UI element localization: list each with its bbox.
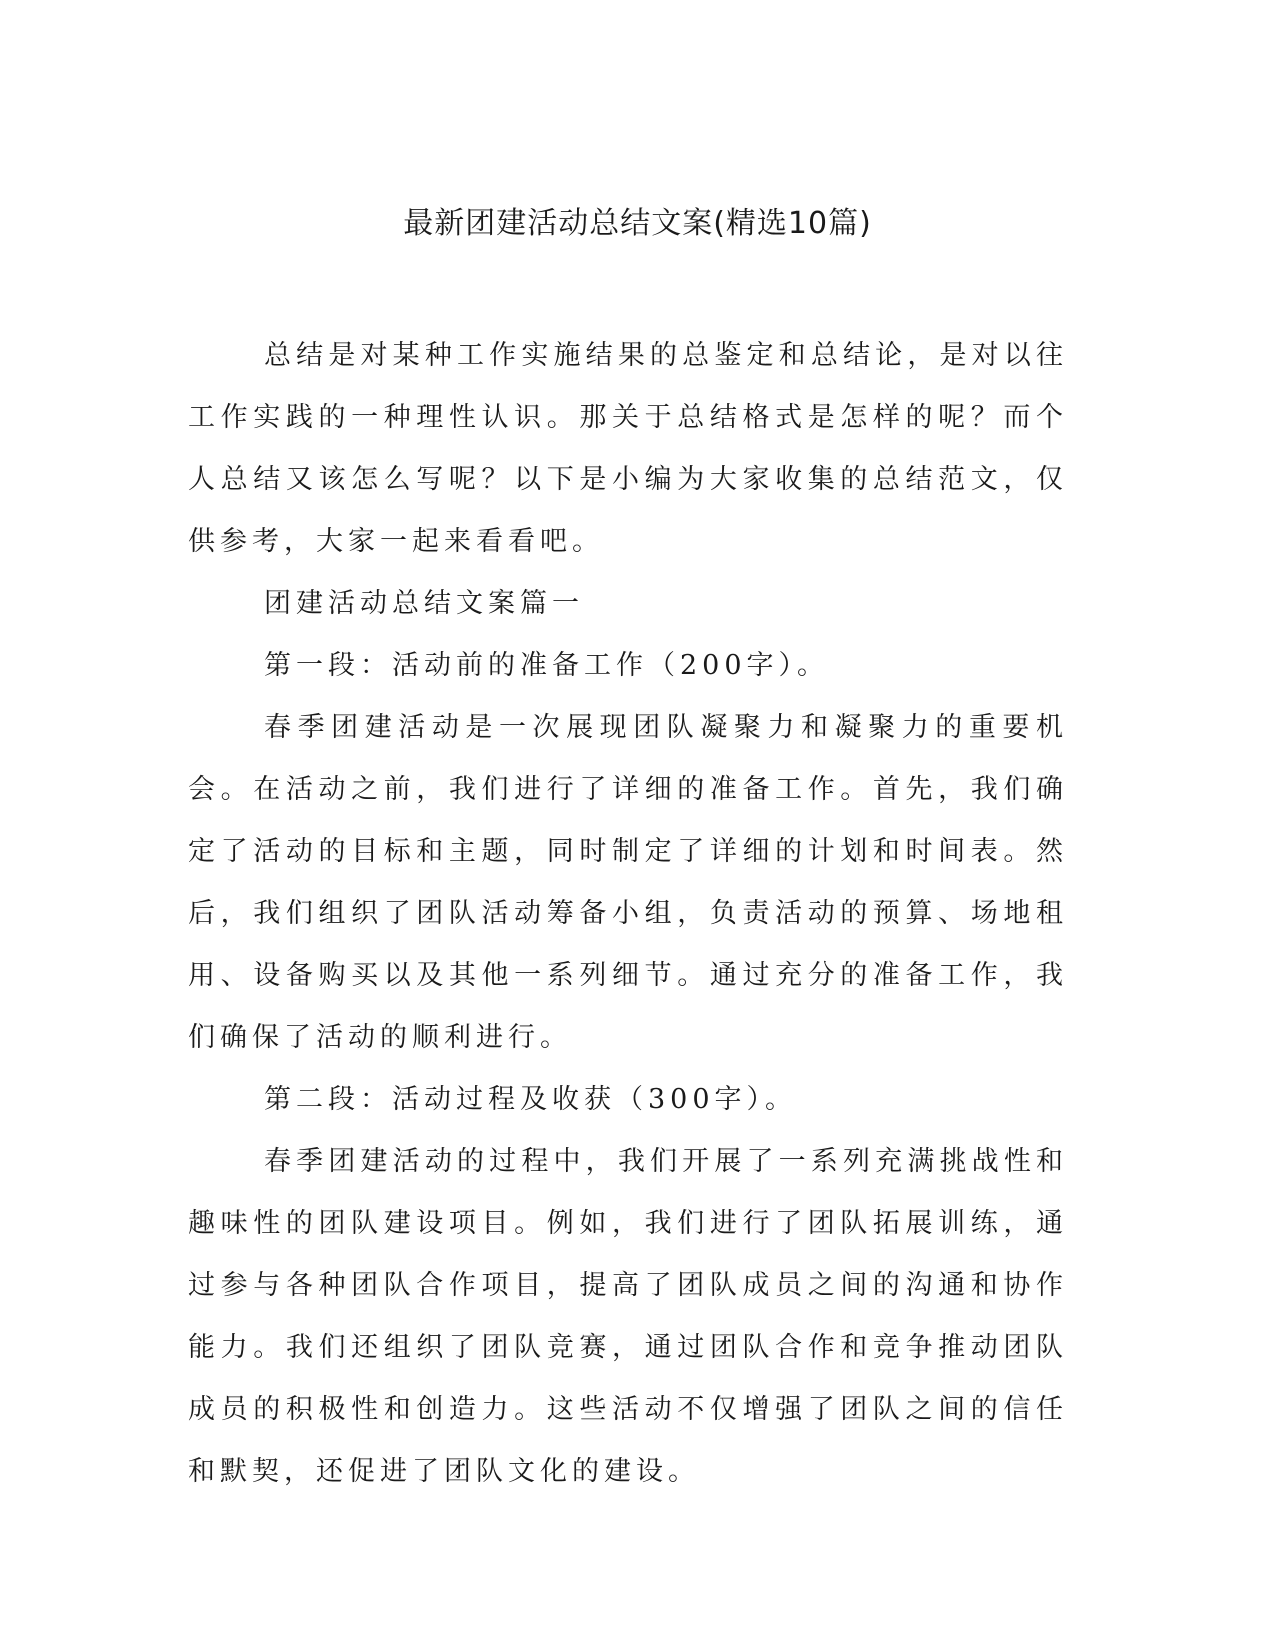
document-title: 最新团建活动总结文案(精选10篇) bbox=[403, 206, 872, 241]
subsection-heading: 第一段：活动前的准备工作（200字）。 bbox=[264, 650, 830, 681]
body-paragraph: 春季团建活动是一次展现团队凝聚力和凝聚力的重要机会。在活动之前，我们进行了详细的准备工作。首先，我们确定了活动的目标和主题，同时制定了详细的计划和时间表。然后，我们组织了团队活动筹备小组，负责活动的预算、场地租用、设备购买以及其他一系列细节。通过充分的准备工作，我们确保了活动的顺利进行。 bbox=[188, 712, 1068, 1053]
section-heading: 团建活动总结文案篇一 bbox=[264, 588, 584, 619]
document-body bbox=[188, 325, 1068, 1503]
intro-paragraph: 总结是对某种工作实施结果的总鉴定和总结论，是对以往工作实践的一种理性认识。那关于总结格式是怎样的呢？而个人总结又该怎么写呢？以下是小编为大家收集的总结范文，仅供参考，大家一起来看看吧。 bbox=[188, 340, 1068, 557]
body-paragraph: 春季团建活动的过程中，我们开展了一系列充满挑战性和趣味性的团队建设项目。例如，我们进行了团队拓展训练，通过参与各种团队合作项目，提高了团队成员之间的沟通和协作能力。我们还组织了团队竞赛，通过团队合作和竞争推动团队成员的积极性和创造力。这些活动不仅增强了团队之间的信任和默契，还促进了团队文化的建设。 bbox=[188, 1146, 1068, 1487]
subsection-heading: 第二段：活动过程及收获（300字）。 bbox=[264, 1084, 798, 1115]
